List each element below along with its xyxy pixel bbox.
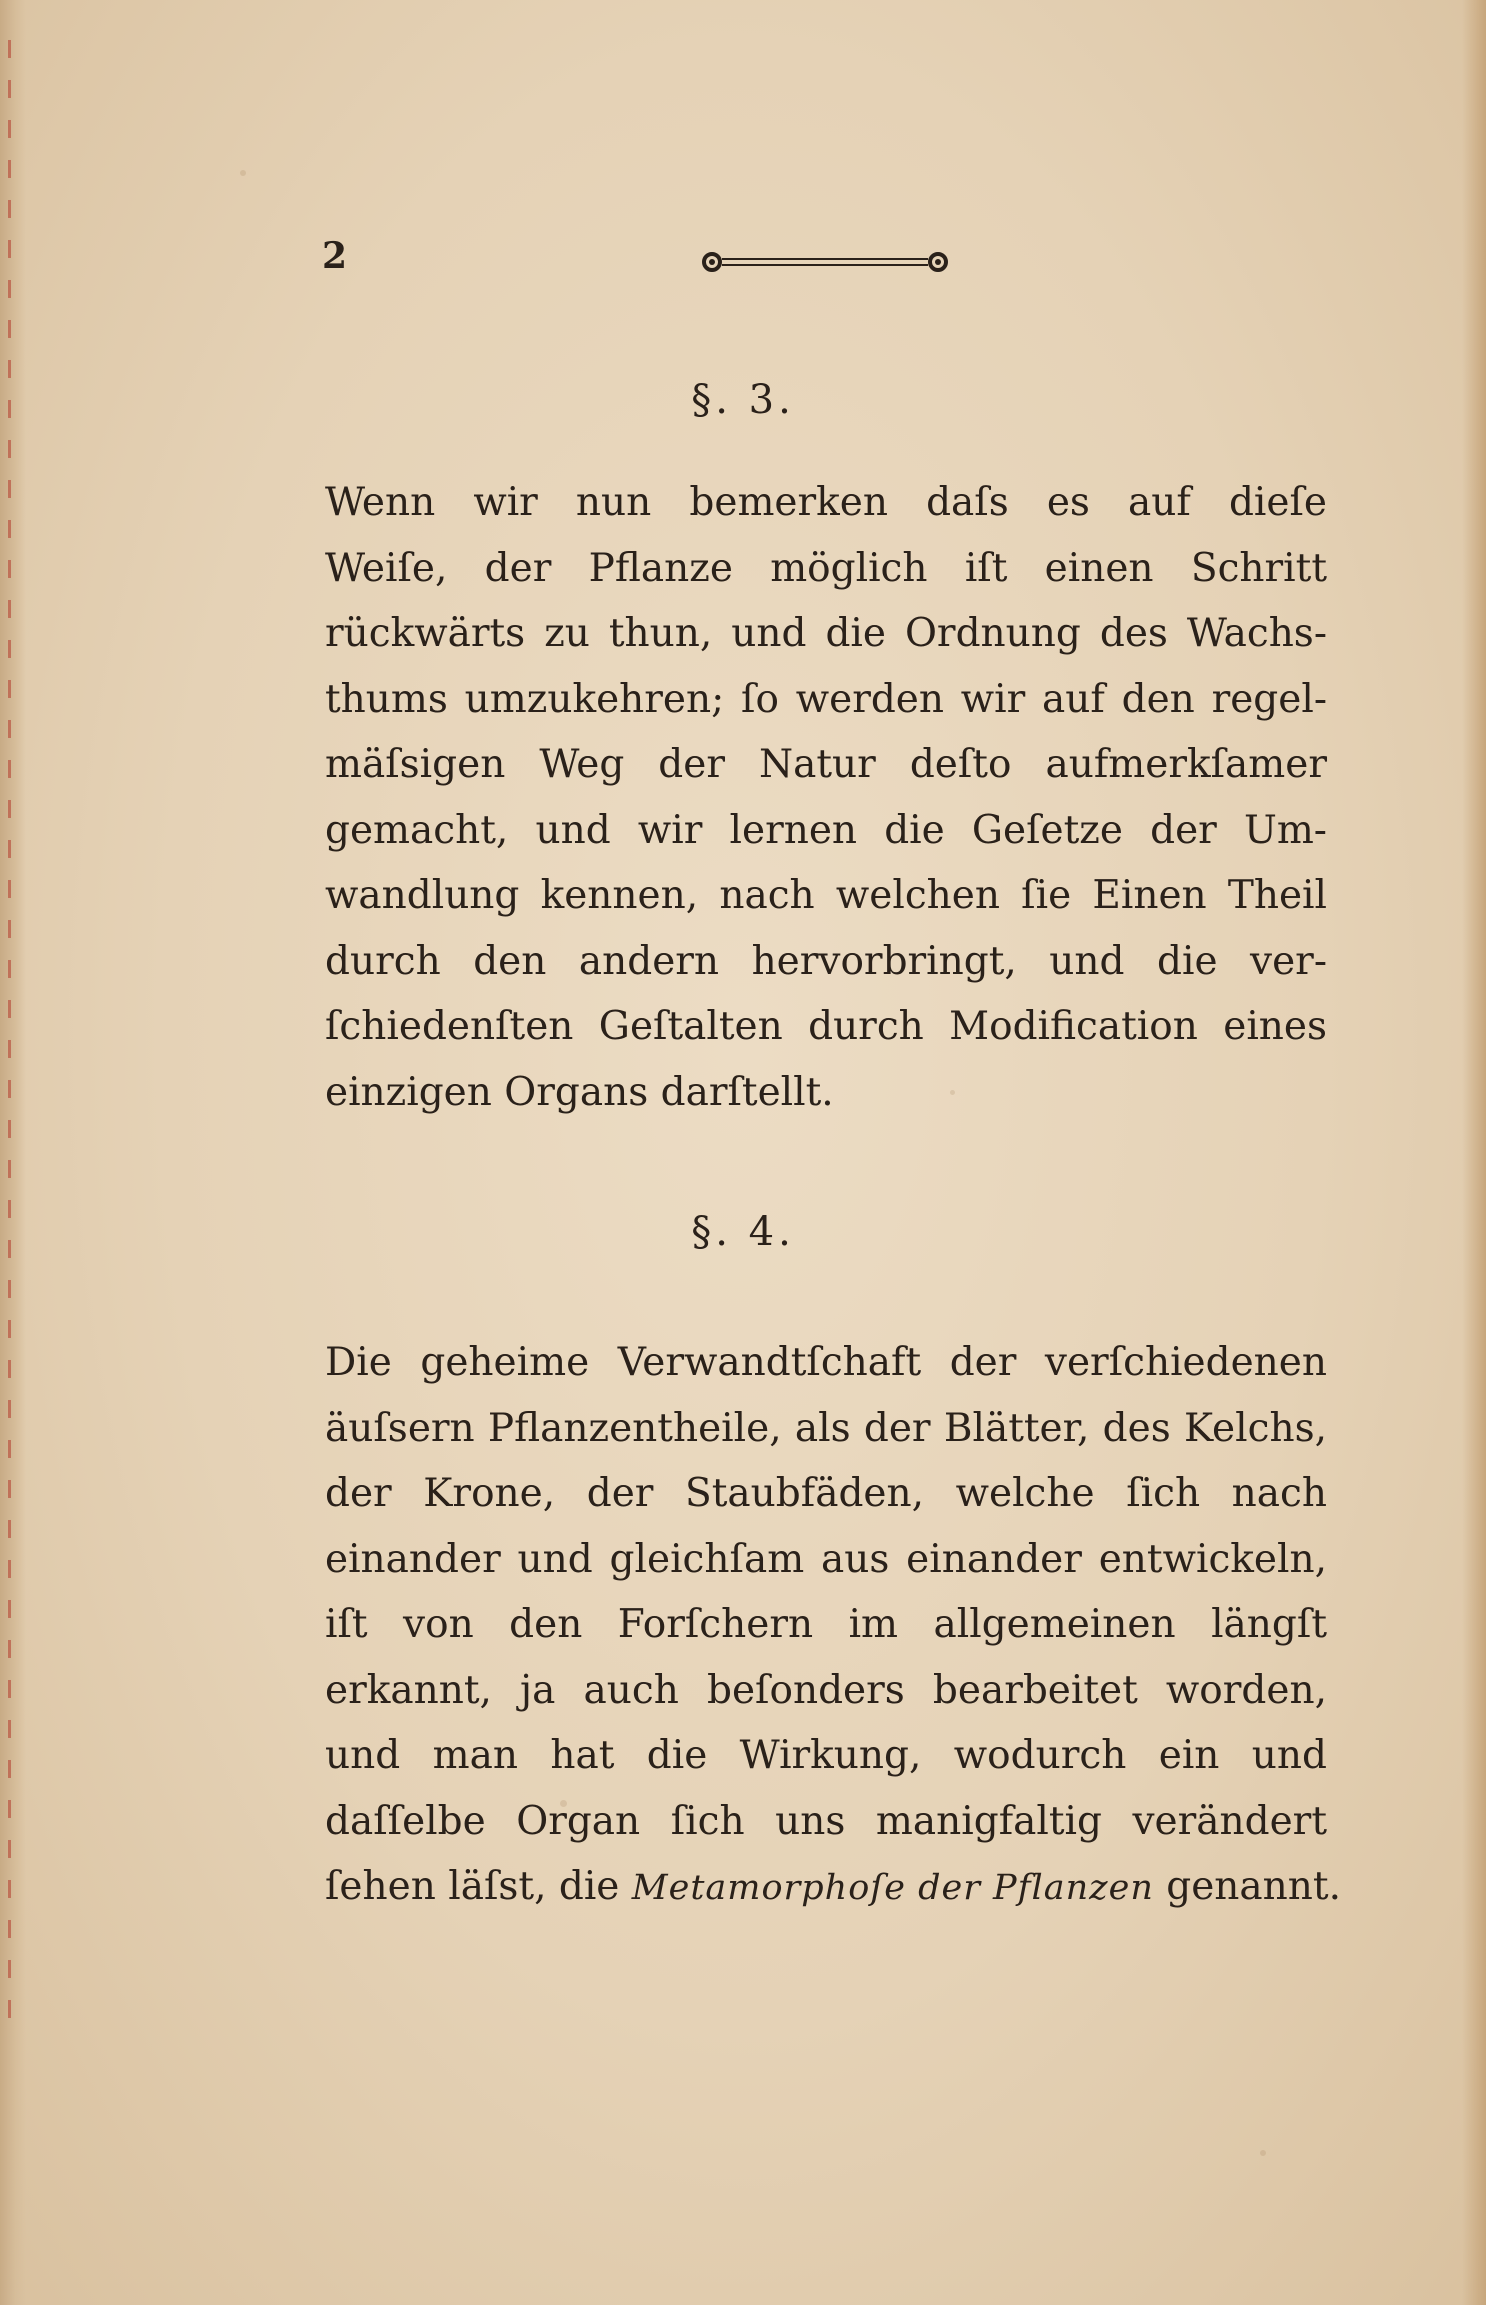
text-line: durch den andern hervorbringt, und die ver- [325, 938, 1327, 984]
text-run: ſehen läſst, die [325, 1864, 632, 1909]
text-line: ſchiedenſten Geſtalten durch Modification eines [325, 1004, 1327, 1049]
header-rule-ornament [700, 250, 950, 274]
text-line: erkannt, ja auch beſonders bearbeitet worden, [325, 1667, 1327, 1713]
text-line: iſt von den Forſchern im allgemeinen längſt [325, 1602, 1327, 1647]
text-line-final [325, 1854, 1341, 1920]
text-line: einzigen Organs darſtellt. [325, 1069, 834, 1115]
text-line: Weiſe, der Pflanze möglich iſt einen Schritt [325, 545, 1327, 591]
section-heading-3: §. 3. [691, 377, 795, 423]
text-line: daſſelbe Organ ſich uns manigfaltig verändert [325, 1798, 1327, 1844]
text-line: äuſsern Pflanzentheile, als der Blätter, des Kelchs, [325, 1405, 1327, 1451]
section-heading-4: §. 4. [691, 1209, 795, 1255]
text-line: thums umzukehren; ſo werden wir auf den regel- [325, 676, 1327, 722]
page-outer-edge [1462, 0, 1486, 2305]
text-line: wandlung kennen, nach welchen ſie Einen Theil [325, 873, 1327, 918]
text-line: Die geheime Verwandtſchaft der verſchiedenen [325, 1340, 1327, 1385]
text-line: rückwärts zu thun, und die Ordnung des Wachs- [325, 611, 1327, 656]
emphasized-term: Metamorphoſe der Pflanzen [631, 1868, 1154, 1908]
text-line: mäſsigen Weg der Natur deſto aufmerkſamer [325, 742, 1327, 787]
page-binding-edge [0, 0, 26, 2305]
text-run: genannt. [1153, 1864, 1341, 1909]
text-line: einander und gleichſam aus einander entwickeln, [325, 1536, 1327, 1582]
text-line: und man hat die Wirkung, wodurch ein und [325, 1733, 1327, 1778]
text-line: Wenn wir nun bemerken daſs es auf dieſe [325, 480, 1327, 525]
foxing-spot [1260, 2150, 1266, 2156]
foxing-spot [240, 170, 246, 176]
section-3-paragraph [325, 470, 1327, 1125]
page-number: 2 [322, 235, 348, 277]
text-line: der Krone, der Staubfäden, welche ſich nach [325, 1471, 1327, 1516]
section-4-paragraph [325, 1330, 1341, 1920]
text-line: gemacht, und wir lernen die Geſetze der Um- [325, 807, 1327, 853]
binding-thread [8, 40, 11, 2040]
